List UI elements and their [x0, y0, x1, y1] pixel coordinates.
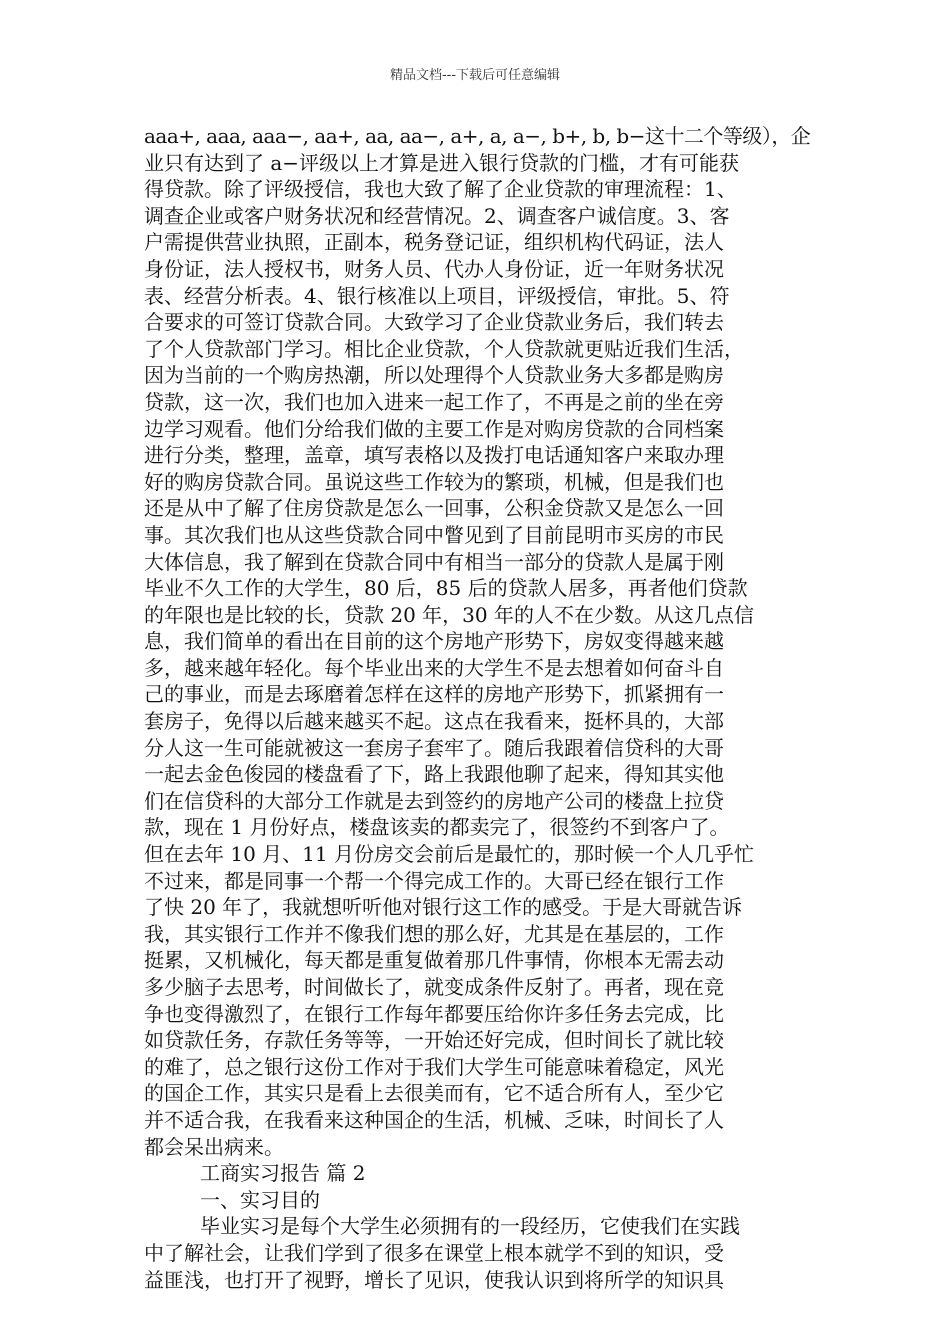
text-line: 们在信贷科的大部分工作就是去到签约的房地产公司的楼盘上拉贷 — [144, 788, 724, 813]
page-header: 精品文档---下载后可任意编辑 — [389, 68, 561, 83]
text-line: 多少脑子去思考，时间做长了，就变成条件反射了。再者，现在竞 — [144, 975, 724, 999]
paragraph-line: 益匪浅，也打开了视野，增长了见识，使我认识到将所学的知识具 — [144, 1267, 724, 1292]
text-line: 的国企工作，其实只是看上去很美而有，它不适合所有人，至少它 — [144, 1081, 724, 1106]
text-line: 表、经营分析表。4、银行核准以上项目，评级授信，审批。5、符 — [144, 283, 730, 308]
text-line: 的年限也是比较的长，贷款 20 年，30 年的人不在少数。从这几点信 — [144, 602, 754, 627]
text-line: 贷款，这一次，我们也加入进来一起工作了，不再是之前的坐在旁 — [144, 389, 724, 414]
text-line: 了个人贷款部门学习。相比企业贷款，个人贷款就更贴近我们生活， — [144, 336, 744, 361]
text-line: 款，现在 1 月份好点，楼盘该卖的都卖完了，很签约不到客户了。 — [144, 815, 730, 840]
text-line: 争也变得激烈了，在银行工作每年都要压给你许多任务去完成，比 — [144, 1001, 724, 1026]
text-line: 都会呆出病来。 — [144, 1134, 284, 1159]
text-line: 并不适合我，在我看来这种国企的生活，机械、乏味，时间长了人 — [144, 1107, 724, 1132]
section-title: 工商实习报告 篇 2 — [200, 1161, 366, 1186]
text-line: 户需提供营业执照，正副本，税务登记证，组织机构代码证，法人 — [144, 230, 724, 255]
text-line: 事。其次我们也从这些贷款合同中瞥见到了目前昆明市买房的市民 — [144, 522, 724, 547]
text-line: 边学习观看。他们分给我们做的主要工作是对购房贷款的合同档案 — [144, 416, 724, 441]
document-body — [144, 123, 810, 1293]
text-line: 分人这一生可能就被这一套房子套牢了。随后我跟着信贷科的大哥 — [144, 735, 724, 760]
text-line: 息，我们简单的看出在目前的这个房地产形势下，房奴变得越来越 — [144, 629, 724, 654]
text-line: 套房子，免得以后越来越买不起。这点在我看来，挺杯具的，大部 — [144, 709, 724, 734]
text-line: 因为当前的一个购房热潮，所以处理得个人贷款业务大多都是购房 — [144, 363, 724, 388]
text-line: 进行分类，整理，盖章，填写表格以及拨打电话通知客户来取办理 — [144, 443, 724, 468]
text-line: 的难了，总之银行这份工作对于我们大学生可能意味着稳定，风光 — [144, 1054, 724, 1079]
text-line: 调查企业或客户财务状况和经营情况。2、调查客户诚信度。3、客 — [144, 203, 730, 228]
text-line: 得贷款。除了评级授信，我也大致了解了企业贷款的审理流程：1、 — [144, 177, 737, 202]
text-line: 己的事业，而是去琢磨着怎样在这样的房地产形势下，抓紧拥有一 — [144, 682, 724, 707]
subheading: 一、实习目的 — [200, 1187, 320, 1212]
text-line: 如贷款任务，存款任务等等，一开始还好完成，但时间长了就比较 — [144, 1028, 724, 1053]
text-line: 但在去年 10 月、11 月份房交会前后是最忙的，那时候一个人几乎忙 — [144, 842, 754, 867]
text-line: 合要求的可签订贷款合同。大致学习了企业贷款业务后，我们转去 — [144, 310, 724, 335]
text-line: 挺累，又机械化，每天都是重复做着那几件事情，你根本无需去动 — [144, 948, 724, 973]
text-line: 毕业不久工作的大学生，80 后，85 后的贷款人居多，再者他们贷款 — [144, 576, 748, 601]
text-line: 我，其实银行工作并不像我们想的那么好，尤其是在基层的，工作 — [144, 921, 724, 946]
text-line: 不过来，都是同事一个帮一个得完成工作的。大哥已经在银行工作 — [144, 868, 724, 893]
text-line: 了快 20 年了，我就想听听他对银行这工作的感受。于是大哥就告诉 — [144, 895, 743, 920]
paragraph-line-first: 毕业实习是每个大学生必须拥有的一段经历，它使我们在实践 — [200, 1214, 740, 1239]
text-line: 多，越来越年轻化。每个毕业出来的大学生不是去想着如何奋斗自 — [144, 655, 724, 680]
text-line: aaa+, aaa, aaa−, aa+, aa, aa−, a+, a, a−, b+, b, b−这十二个等级），企 — [144, 124, 811, 148]
text-line: 身份证，法人授权书，财务人员、代办人身份证，近一年财务状况 — [144, 256, 724, 281]
text-line: 还是从中了解了住房贷款是怎么一回事，公积金贷款又是怎么一回 — [144, 496, 724, 521]
text-line: 大体信息，我了解到在贷款合同中有相当一部分的贷款人是属于刚 — [144, 549, 724, 574]
text-line: 好的购房贷款合同。虽说这些工作较为的繁琐，机械，但是我们也 — [144, 469, 724, 494]
text-line: 业只有达到了 a−评级以上才算是进入银行贷款的门槛，才有可能获 — [144, 150, 740, 175]
text-line: 一起去金色俊园的楼盘看了下，路上我跟他聊了起来，得知其实他 — [144, 762, 724, 787]
paragraph-line: 中了解社会，让我们学到了很多在课堂上根本就学不到的知识，受 — [144, 1240, 724, 1265]
